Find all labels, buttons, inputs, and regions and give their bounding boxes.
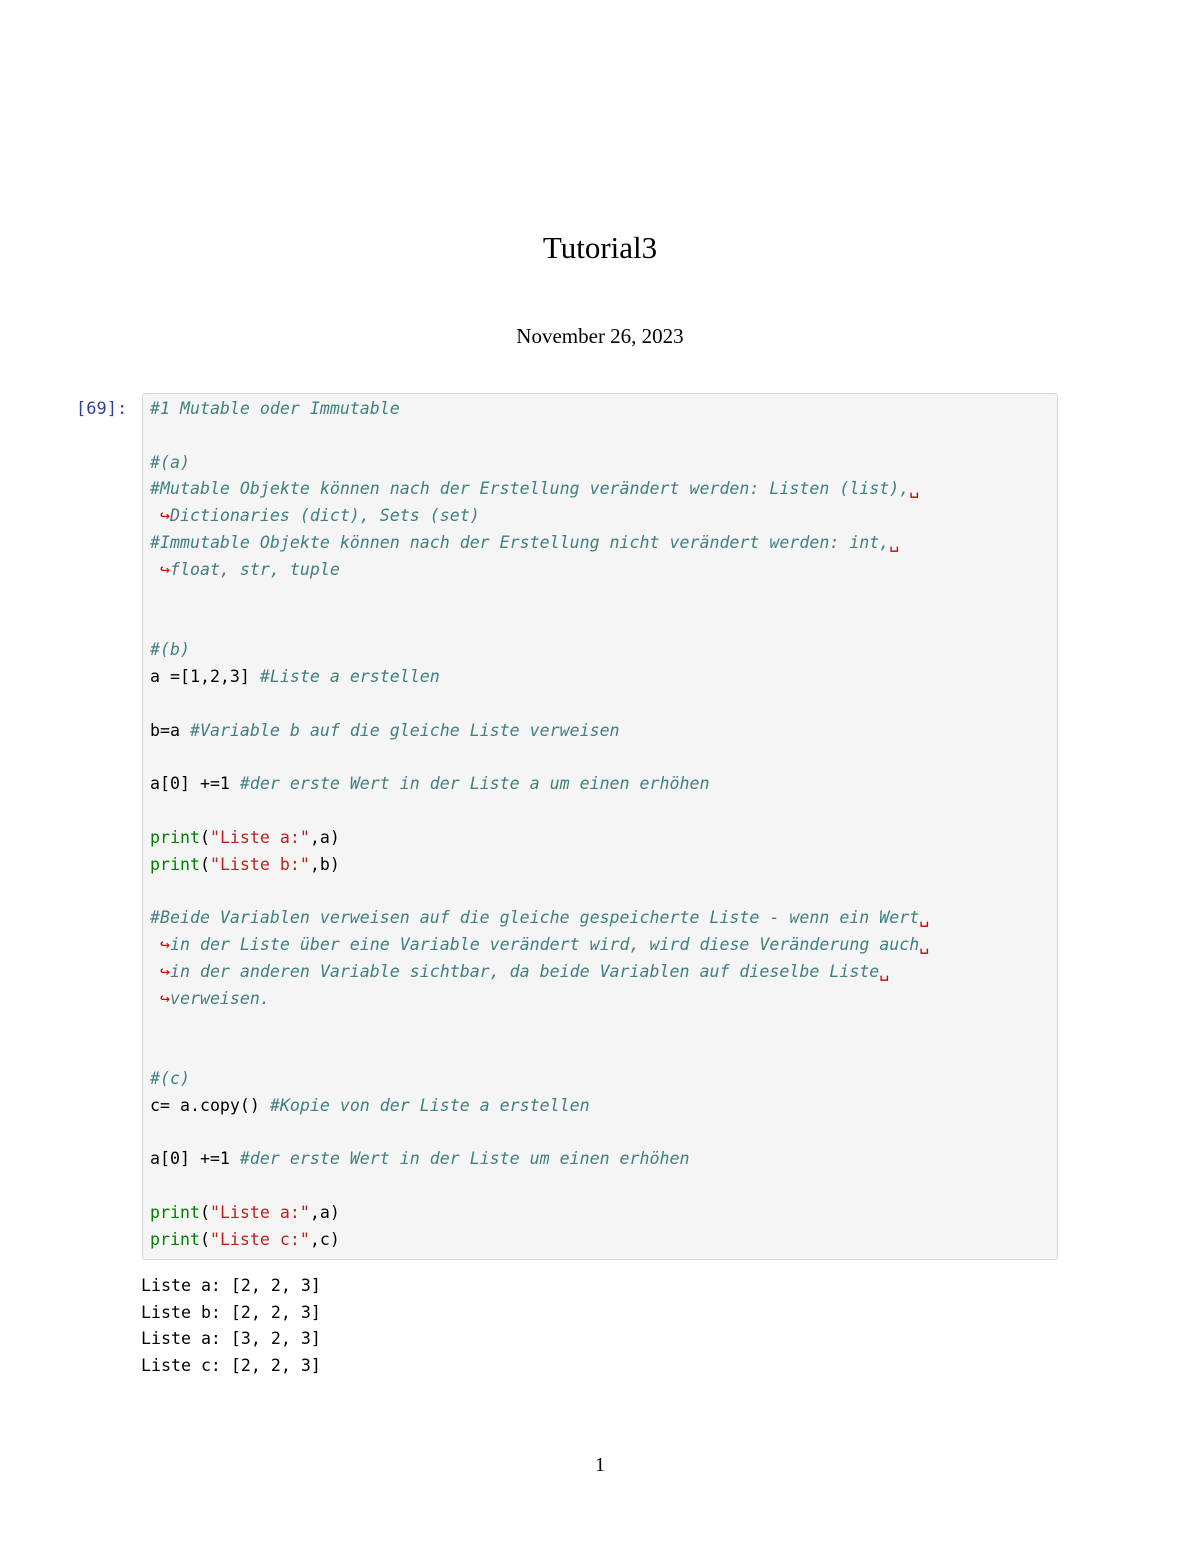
code-comment: verweisen. <box>169 988 270 1008</box>
line-wrap-marker: ␣ <box>919 934 930 954</box>
code-token: ( <box>199 854 210 874</box>
code-comment: in der anderen Variable sichtbar, da beide Variablen auf dieselbe Liste <box>169 961 880 981</box>
code-line <box>150 1066 1050 1093</box>
code-line <box>150 476 1050 503</box>
code-token: ( <box>199 1202 210 1222</box>
code-token: a[0] +=1 <box>150 774 240 794</box>
code-line <box>150 798 1050 825</box>
code-comment: #der erste Wert in der Liste um einen erhöhen <box>239 1149 690 1169</box>
code-line <box>150 744 1050 771</box>
code-string: "Liste b:" <box>209 854 310 874</box>
code-line <box>150 637 1050 664</box>
code-line <box>150 450 1050 477</box>
code-comment: #(b) <box>150 640 190 660</box>
code-keyword: print <box>150 827 200 847</box>
cell-output <box>141 1273 321 1379</box>
page-number: 1 <box>595 1454 605 1476</box>
code-comment: #Beide Variablen verweisen auf die gleiche gespeicherte Liste - wenn ein Wert <box>150 908 920 928</box>
code-line <box>150 878 1050 905</box>
code-token: ,b) <box>309 854 340 874</box>
code-line <box>150 825 1050 852</box>
line-wrap-marker: ↪ <box>150 934 170 954</box>
code-comment: #Kopie von der Liste a erstellen <box>269 1095 590 1115</box>
code-line <box>150 530 1050 557</box>
output-line: Liste b: [2, 2, 3] <box>141 1302 321 1322</box>
code-string: "Liste a:" <box>209 827 310 847</box>
code-comment: #(c) <box>150 1068 190 1088</box>
code-line <box>150 1146 1050 1173</box>
code-comment: Dictionaries (dict), Sets (set) <box>169 506 480 526</box>
code-token: a =[1,2,3] <box>150 666 260 686</box>
line-wrap-marker: ␣ <box>909 479 920 499</box>
code-token: ( <box>199 1229 210 1249</box>
code-line <box>150 1093 1050 1120</box>
code-line <box>150 503 1050 530</box>
code-line <box>150 771 1050 798</box>
code-line <box>150 1200 1050 1227</box>
code-line <box>150 557 1050 584</box>
code-comment: #Liste a erstellen <box>259 666 440 686</box>
code-line <box>150 1173 1050 1200</box>
code-comment: #Mutable Objekte können nach der Erstellung verändert werden: Listen (list), <box>150 479 910 499</box>
code-token: ,a) <box>309 1202 340 1222</box>
code-line <box>150 584 1050 611</box>
code-token: b=a <box>150 720 190 740</box>
code-string: "Liste a:" <box>209 1202 310 1222</box>
code-keyword: print <box>150 1229 200 1249</box>
cell-execution-count: [69]: <box>76 399 128 419</box>
code-line <box>150 1120 1050 1147</box>
line-wrap-marker: ↪ <box>150 559 170 579</box>
code-line <box>150 1039 1050 1066</box>
code-token: ,c) <box>309 1229 340 1249</box>
code-line <box>150 396 1050 423</box>
code-line <box>150 691 1050 718</box>
document-title: Tutorial3 <box>542 230 658 265</box>
code-line <box>150 664 1050 691</box>
code-line <box>150 852 1050 879</box>
code-comment: #(a) <box>150 452 190 472</box>
code-comment: #Immutable Objekte können nach der Erstellung nicht verändert werden: int, <box>150 532 890 552</box>
code-comment: #1 Mutable oder Immutable <box>150 399 400 418</box>
output-line: Liste a: [3, 2, 3] <box>141 1329 321 1349</box>
code-comment: #der erste Wert in der Liste a um einen erhöhen <box>239 774 710 794</box>
code-line <box>150 718 1050 745</box>
code-line <box>150 959 1050 986</box>
code-keyword: print <box>150 1202 200 1222</box>
code-line <box>150 610 1050 637</box>
line-wrap-marker: ␣ <box>889 532 900 552</box>
code-token: ,a) <box>309 827 340 847</box>
code-string: "Liste c:" <box>209 1229 310 1249</box>
code-line <box>150 932 1050 959</box>
line-wrap-marker: ↪ <box>150 506 170 526</box>
code-keyword: print <box>150 854 200 874</box>
code-line <box>150 986 1050 1013</box>
code-comment: float, str, tuple <box>169 559 340 579</box>
document-date: November 26, 2023 <box>516 324 684 348</box>
line-wrap-marker: ↪ <box>150 988 170 1008</box>
line-wrap-marker: ␣ <box>879 961 890 981</box>
code-token: c= a.copy() <box>150 1095 270 1115</box>
code-cell-source[interactable] <box>150 396 1050 1254</box>
code-line <box>150 1227 1050 1254</box>
code-comment: #Variable b auf die gleiche Liste verweisen <box>189 720 620 740</box>
code-token: ( <box>199 827 210 847</box>
code-comment: in der Liste über eine Variable verändert wird, wird diese Veränderung auch <box>169 934 920 954</box>
output-line: Liste a: [2, 2, 3] <box>141 1276 321 1295</box>
code-line <box>150 905 1050 932</box>
code-line <box>150 423 1050 450</box>
line-wrap-marker: ↪ <box>150 961 170 981</box>
output-line: Liste c: [2, 2, 3] <box>141 1355 321 1375</box>
code-line <box>150 1012 1050 1039</box>
line-wrap-marker: ␣ <box>919 908 930 928</box>
code-token: a[0] +=1 <box>150 1149 240 1169</box>
